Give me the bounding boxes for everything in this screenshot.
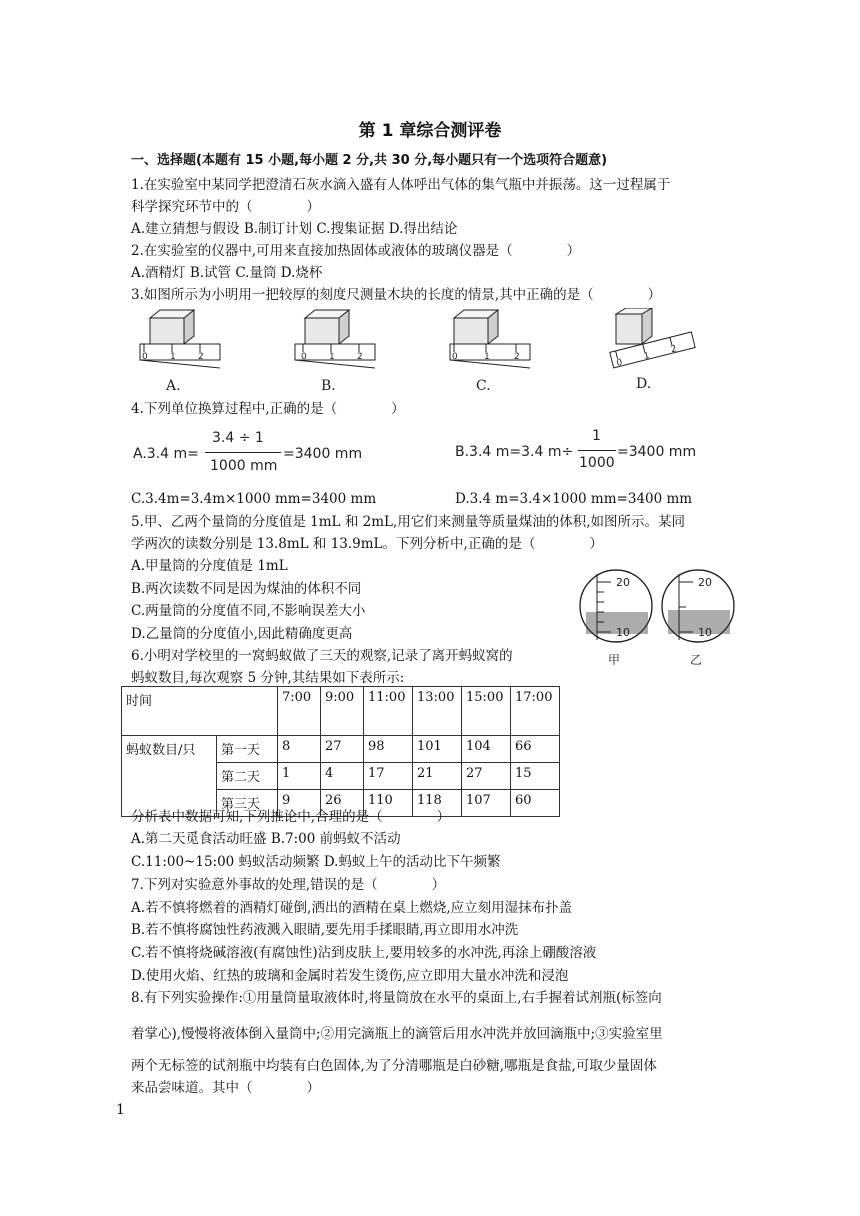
scale-label: 10 <box>698 626 712 639</box>
cylinder-label: 甲 <box>608 653 621 667</box>
ruler-tick: 2 <box>198 352 204 362</box>
value-cell: 107 <box>462 790 511 817</box>
day-cell: 第三天 <box>217 790 278 817</box>
fraction-bar <box>578 450 616 451</box>
ruler-tick: 2 <box>669 344 678 356</box>
q5-option-d: D.乙量筒的分度值小,因此精确度更高 <box>131 626 353 642</box>
q4-stem: 4.下列单位换算过程中,正确的是（ ） <box>131 401 405 417</box>
table-row <box>122 736 560 763</box>
q3-ruler-figure <box>134 308 734 400</box>
value-cell: 9 <box>278 790 321 817</box>
scale-label: 20 <box>616 576 630 589</box>
fraction-bar <box>205 452 281 453</box>
value-cell: 26 <box>321 790 364 817</box>
q5-stem: 5.甲、乙两个量筒的分度值是 1mL 和 2mL,用它们来测量等质量煤油的体积,如图所示。某同 <box>131 514 686 530</box>
q2-options: A.酒精灯 B.试管 C.量筒 D.烧杯 <box>131 265 323 281</box>
q4-a-prefix: A.3.4 m= <box>133 446 199 462</box>
option-label: B. <box>321 378 336 394</box>
q8-stem: 8.有下列实验操作:①用量筒量取液体时,将量筒放在水平的桌面上,右手握着试剂瓶(标签向 <box>131 990 662 1006</box>
ant-observation-table <box>121 686 560 817</box>
q4-option-d: D.3.4 m=3.4×1000 mm=3400 mm <box>455 491 693 507</box>
cylinder-label: 乙 <box>690 653 703 667</box>
time-cell: 13:00 <box>413 687 462 736</box>
ruler-tick: 0 <box>301 352 307 362</box>
time-cell: 7:00 <box>278 687 321 736</box>
q1-stem-cont: 科学探究环节中的（ ） <box>131 199 320 215</box>
q4-option-c: C.3.4m=3.4m×1000 mm=3400 mm <box>131 491 377 507</box>
value-cell: 15 <box>511 763 560 790</box>
q1-options: A.建立猜想与假设 B.制订计划 C.搜集证据 D.得出结论 <box>131 221 458 237</box>
q4-a-denominator: 1000 mm <box>210 458 278 474</box>
ruler-tick: 0 <box>142 352 148 362</box>
day-cell: 第一天 <box>217 736 278 763</box>
day-cell: 第二天 <box>217 763 278 790</box>
q4-b-numerator: 1 <box>592 428 601 444</box>
option-label: C. <box>476 378 491 394</box>
ruler-tick: 0 <box>615 357 624 369</box>
ruler-option-c <box>450 310 530 394</box>
q6-options-cd: C.11:00~15:00 蚂蚁活动频繁 D.蚂蚁上午的活动比下午频繁 <box>131 854 501 870</box>
q5-stem-cont: 学两次的读数分别是 13.8mL 和 13.9mL。下列分析中,正确的是（ ） <box>131 536 603 552</box>
value-cell: 4 <box>321 763 364 790</box>
value-cell: 60 <box>511 790 560 817</box>
ruler-option-d <box>610 308 696 392</box>
q3-stem: 3.如图所示为小明用一把较厚的刻度尺测量木块的长度的情景,其中正确的是（ ） <box>131 287 662 303</box>
q7-stem: 7.下列对实验意外事故的处理,错误的是（ ） <box>131 877 446 893</box>
q8-stem-cont2: 两个无标签的试剂瓶中均装有白色固体,为了分清哪瓶是白砂糖,哪瓶是食盐,可取少量固体 <box>131 1058 657 1074</box>
scale-label: 10 <box>616 626 630 639</box>
page-title: 第 1 章综合测评卷 <box>358 121 502 141</box>
page-number: 1 <box>116 1102 125 1118</box>
value-cell: 110 <box>364 790 413 817</box>
value-cell: 98 <box>364 736 413 763</box>
time-cell: 11:00 <box>364 687 413 736</box>
ruler-option-a <box>140 310 220 394</box>
value-cell: 17 <box>364 763 413 790</box>
value-cell: 101 <box>413 736 462 763</box>
cylinder-jia <box>580 570 652 667</box>
q4-b-denominator: 1000 <box>579 455 615 471</box>
time-header: 时间 <box>122 687 278 736</box>
time-cell: 17:00 <box>511 687 560 736</box>
option-label: D. <box>636 376 652 392</box>
q7-option-c: C.若不慎将烧碱溶液(有腐蚀性)沾到皮肤上,要用较多的水冲洗,再涂上硼酸溶液 <box>131 945 597 961</box>
value-cell: 27 <box>321 736 364 763</box>
value-cell: 118 <box>413 790 462 817</box>
ruler-option-b <box>295 310 375 394</box>
ruler-tick: 0 <box>452 352 458 362</box>
table-header-row <box>122 687 560 736</box>
q4-a-numerator: 3.4 ÷ 1 <box>212 430 264 446</box>
q4-b-suffix: =3400 mm <box>617 444 697 460</box>
q5-option-b: B.两次读数不同是因为煤油的体积不同 <box>131 581 362 597</box>
value-cell: 8 <box>278 736 321 763</box>
q5-cylinder-figure <box>578 562 740 670</box>
q8-stem-cont3: 来品尝味道。其中（ ） <box>131 1080 320 1096</box>
q1-stem: 1.在实验室中某同学把澄清石灰水滴入盛有人体呼出气体的集气瓶中并振荡。这一过程属于 <box>131 177 671 193</box>
q4-a-suffix: =3400 mm <box>283 446 363 462</box>
scale-label: 20 <box>698 576 712 589</box>
q6-stem: 6.小明对学校里的一窝蚂蚁做了三天的观察,记录了离开蚂蚁窝的 <box>131 648 513 664</box>
value-cell: 104 <box>462 736 511 763</box>
q5-option-a: A.甲量筒的分度值是 1mL <box>131 558 288 574</box>
count-header: 蚂蚁数目/只 <box>122 736 217 817</box>
time-cell: 15:00 <box>462 687 511 736</box>
q5-option-c: C.两量筒的分度值不同,不影响误差大小 <box>131 603 366 619</box>
value-cell: 66 <box>511 736 560 763</box>
q4-b-prefix: B.3.4 m=3.4 m÷ <box>455 444 574 460</box>
q6-stem-cont: 蚂蚁数目,每次观察 5 分钟,其结果如下表所示: <box>131 670 405 686</box>
value-cell: 1 <box>278 763 321 790</box>
time-cell: 9:00 <box>321 687 364 736</box>
ruler-tick: 1 <box>484 352 490 362</box>
q6-question: 分析表中数据可知,下列推论中,合理的是（ ） <box>131 809 451 825</box>
q7-option-a: A.若不慎将燃着的酒精灯碰倒,洒出的酒精在桌上燃烧,应立刻用湿抹布扑盖 <box>131 900 573 916</box>
ruler-tick: 1 <box>170 352 176 362</box>
cylinder-yi <box>662 570 734 667</box>
q7-option-b: B.若不慎将腐蚀性药液溅入眼睛,要先用手揉眼睛,再立即用水冲洗 <box>131 922 519 938</box>
q8-stem-cont: 着掌心),慢慢将液体倒入量筒中;②用完滴瓶上的滴管后用水冲洗并放回滴瓶中;③实验室里 <box>131 1026 663 1042</box>
q7-option-d: D.使用火焰、红热的玻璃和金属时若发生烫伤,应立即用大量水冲洗和浸泡 <box>131 968 569 984</box>
ruler-tick: 1 <box>642 350 651 363</box>
q2-stem: 2.在实验室的仪器中,可用来直接加热固体或液体的玻璃仪器是（ ） <box>131 243 581 259</box>
value-cell: 21 <box>413 763 462 790</box>
value-cell: 27 <box>462 763 511 790</box>
q6-options-ab: A.第二天觅食活动旺盛 B.7:00 前蚂蚁不活动 <box>131 831 401 847</box>
ruler-tick: 2 <box>357 352 363 362</box>
section-heading: 一、选择题(本题有 15 小题,每小题 2 分,共 30 分,每小题只有一个选项符合题意) <box>131 153 608 168</box>
option-label: A. <box>166 378 181 394</box>
ruler-tick: 1 <box>329 352 335 362</box>
ruler-tick: 2 <box>514 352 520 362</box>
